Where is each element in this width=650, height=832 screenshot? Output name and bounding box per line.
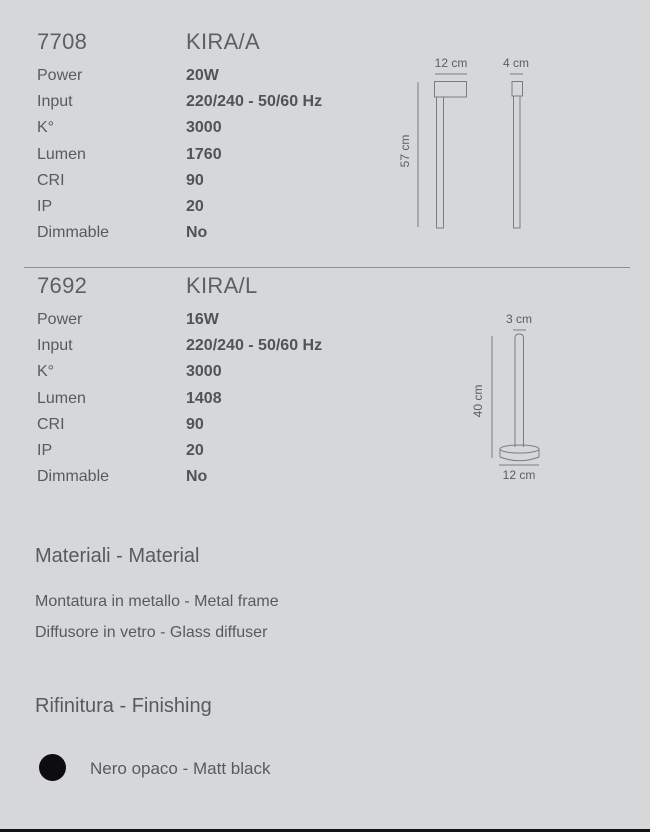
finishing-heading: Rifinitura - Finishing	[35, 695, 212, 717]
height-dimension: 40 cm	[471, 384, 485, 418]
spec-row	[37, 464, 397, 490]
spec-label: IP	[37, 442, 53, 460]
spec-label: Lumen	[37, 389, 86, 407]
spec-row	[37, 89, 397, 115]
spec-row	[37, 63, 397, 89]
material-item: Diffusore in vetro - Glass diffuser	[35, 624, 268, 641]
section-divider	[24, 267, 630, 268]
kira-a-drawing-lines	[395, 55, 535, 235]
materials-heading: Materiali - Material	[35, 545, 200, 567]
spec-row	[37, 168, 397, 194]
spec-value: 1760	[186, 145, 222, 163]
spec-row	[37, 333, 397, 359]
spec-label: Power	[37, 311, 83, 329]
spec-row	[37, 386, 397, 412]
kira-a-dimension-drawing	[395, 55, 535, 235]
spec-value: No	[186, 468, 208, 486]
material-item: Montatura in metallo - Metal frame	[35, 593, 279, 610]
spec-label: K°	[37, 363, 55, 381]
spec-label: Dimmable	[37, 468, 110, 486]
spec-table	[37, 63, 397, 246]
height-dimension: 57 cm	[398, 134, 412, 168]
spec-row	[37, 194, 397, 220]
spec-row	[37, 142, 397, 168]
kira-l-dimension-drawing	[460, 310, 560, 485]
swatch-label: Nero opaco - Matt black	[90, 759, 271, 778]
product-code: 7708	[37, 29, 88, 54]
matt-black-swatch-icon	[39, 754, 66, 781]
spec-row	[37, 115, 397, 141]
spec-label: Input	[37, 337, 73, 355]
product-name: KIRA/A	[186, 29, 260, 54]
product-code: 7692	[37, 273, 88, 298]
spec-label: Dimmable	[37, 224, 110, 242]
side-width-dimension: 4 cm	[502, 56, 530, 70]
spec-row	[37, 412, 397, 438]
spec-row	[37, 359, 397, 385]
spec-row	[37, 220, 397, 246]
spec-label: Lumen	[37, 145, 86, 163]
spec-value: 90	[186, 171, 204, 189]
spec-value: 220/240 - 50/60 Hz	[186, 93, 323, 111]
spec-value: 90	[186, 415, 204, 433]
spec-row	[37, 307, 397, 333]
spec-value: 3000	[186, 363, 222, 381]
spec-value: 16W	[186, 311, 219, 329]
spec-value: 1408	[186, 389, 222, 407]
spec-label: K°	[37, 119, 55, 137]
spec-label: IP	[37, 198, 53, 216]
spec-label: CRI	[37, 415, 65, 433]
spec-value: 3000	[186, 119, 222, 137]
spec-label: CRI	[37, 171, 65, 189]
spec-label: Input	[37, 93, 73, 111]
spec-value: No	[186, 224, 208, 242]
stem-width-dimension: 3 cm	[505, 312, 533, 326]
product-name: KIRA/L	[186, 273, 258, 298]
base-width-dimension: 12 cm	[502, 468, 536, 482]
spec-label: Power	[37, 67, 83, 85]
spec-row	[37, 438, 397, 464]
spec-value: 20	[186, 198, 204, 216]
spec-table	[37, 307, 397, 490]
spec-value: 20W	[186, 67, 219, 85]
spec-value: 20	[186, 442, 204, 460]
spec-value: 220/240 - 50/60 Hz	[186, 337, 323, 355]
front-width-dimension: 12 cm	[434, 56, 468, 70]
